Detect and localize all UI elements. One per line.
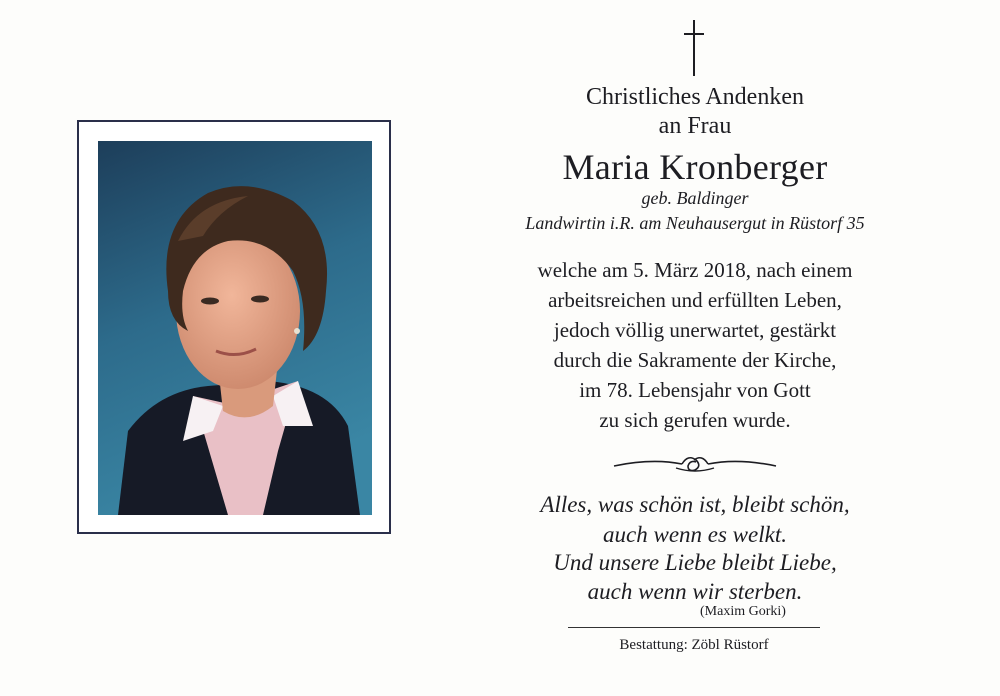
cross-icon [682, 20, 706, 81]
quote-line: auch wenn es welkt. [603, 522, 787, 547]
body-line: zu sich gerufen wurde. [599, 408, 791, 432]
divider [568, 627, 820, 628]
heading: Christliches Andenken [586, 84, 804, 110]
quote-line: Alles, was schön ist, bleibt schön, [540, 492, 850, 517]
body-line: arbeitsreichen und erfüllten Leben, [548, 288, 842, 312]
quote-author: (Maxim Gorki) [700, 604, 786, 619]
quote-line: auch wenn wir sterben. [587, 579, 803, 604]
funeral-home: Bestattung: Zöbl Rüstorf [619, 637, 769, 653]
quote-line: Und unsere Liebe bleibt Liebe, [553, 550, 837, 575]
portrait-photo [98, 141, 372, 515]
body-line: durch die Sakramente der Kirche, [553, 348, 837, 372]
deceased-name: Maria Kronberger [562, 147, 828, 187]
body-line: welche am 5. März 2018, nach einem [537, 258, 853, 282]
body-line: im 78. Lebensjahr von Gott [579, 378, 811, 402]
maiden-name: geb. Baldinger [641, 188, 749, 208]
occupation: Landwirtin i.R. am Neuhausergut in Rüstorf 35 [525, 213, 865, 233]
portrait-frame [77, 120, 391, 534]
salutation: an Frau [658, 113, 732, 139]
body-line: jedoch völlig unerwartet, gestärkt [553, 318, 837, 342]
flourish-ornament-icon [612, 452, 778, 481]
